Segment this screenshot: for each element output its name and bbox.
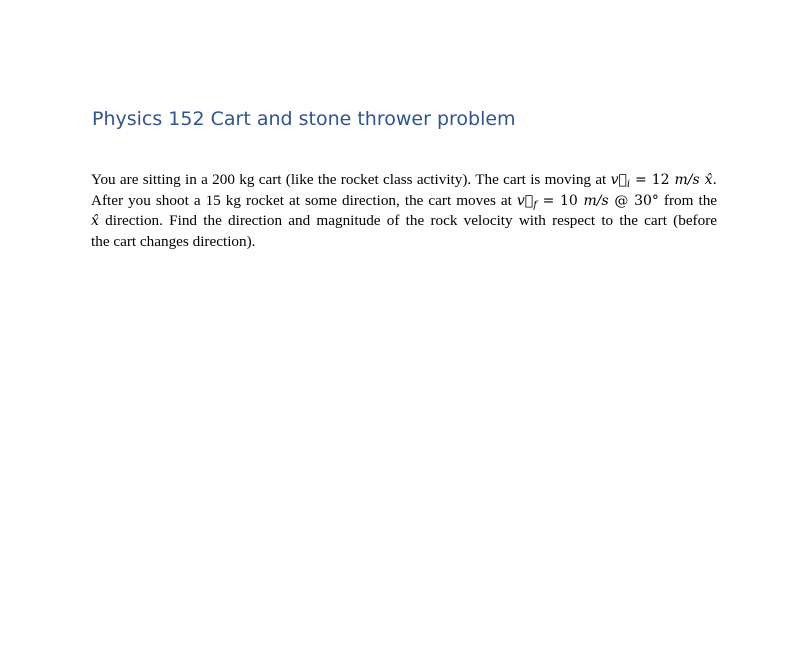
problem-line-1 (91, 170, 717, 191)
final-velocity-expression (517, 193, 659, 209)
line3-text: direction. Find the direction and magnitude of the rock velocity with respect to the cart (before (105, 212, 718, 230)
problem-line-4 (91, 232, 717, 253)
vi-subscript: i (626, 179, 631, 190)
line4-text: the cart changes direction). (91, 232, 256, 250)
vf-angle: @ 30° (614, 192, 659, 209)
line2-end: from the (663, 191, 718, 209)
line2-text: After you shoot a 15 kg rocket at some direction, the cart moves at (91, 191, 512, 209)
vi-symbol: v⃗ (610, 172, 627, 188)
vf-symbol: v⃗ (516, 192, 534, 209)
x-hat-direction: x̂ (91, 213, 99, 230)
vf-equation: = 10 (542, 192, 578, 209)
vf-unit: m/s (583, 192, 609, 209)
vi-equation: = 12 (635, 172, 670, 188)
vi-unit: m/s (674, 172, 700, 188)
vf-subscript: f (533, 199, 537, 211)
problem-statement (91, 170, 717, 252)
line1-text: You are sitting in a 200 kg cart (like the rocket class activity). The cart is moving at (91, 171, 607, 188)
problem-line-3 (91, 211, 717, 232)
initial-velocity-expression (611, 172, 717, 188)
document-title: Physics 152 Cart and stone thrower problem (92, 108, 516, 130)
vi-direction: x̂. (704, 172, 717, 188)
problem-line-2 (91, 191, 717, 212)
